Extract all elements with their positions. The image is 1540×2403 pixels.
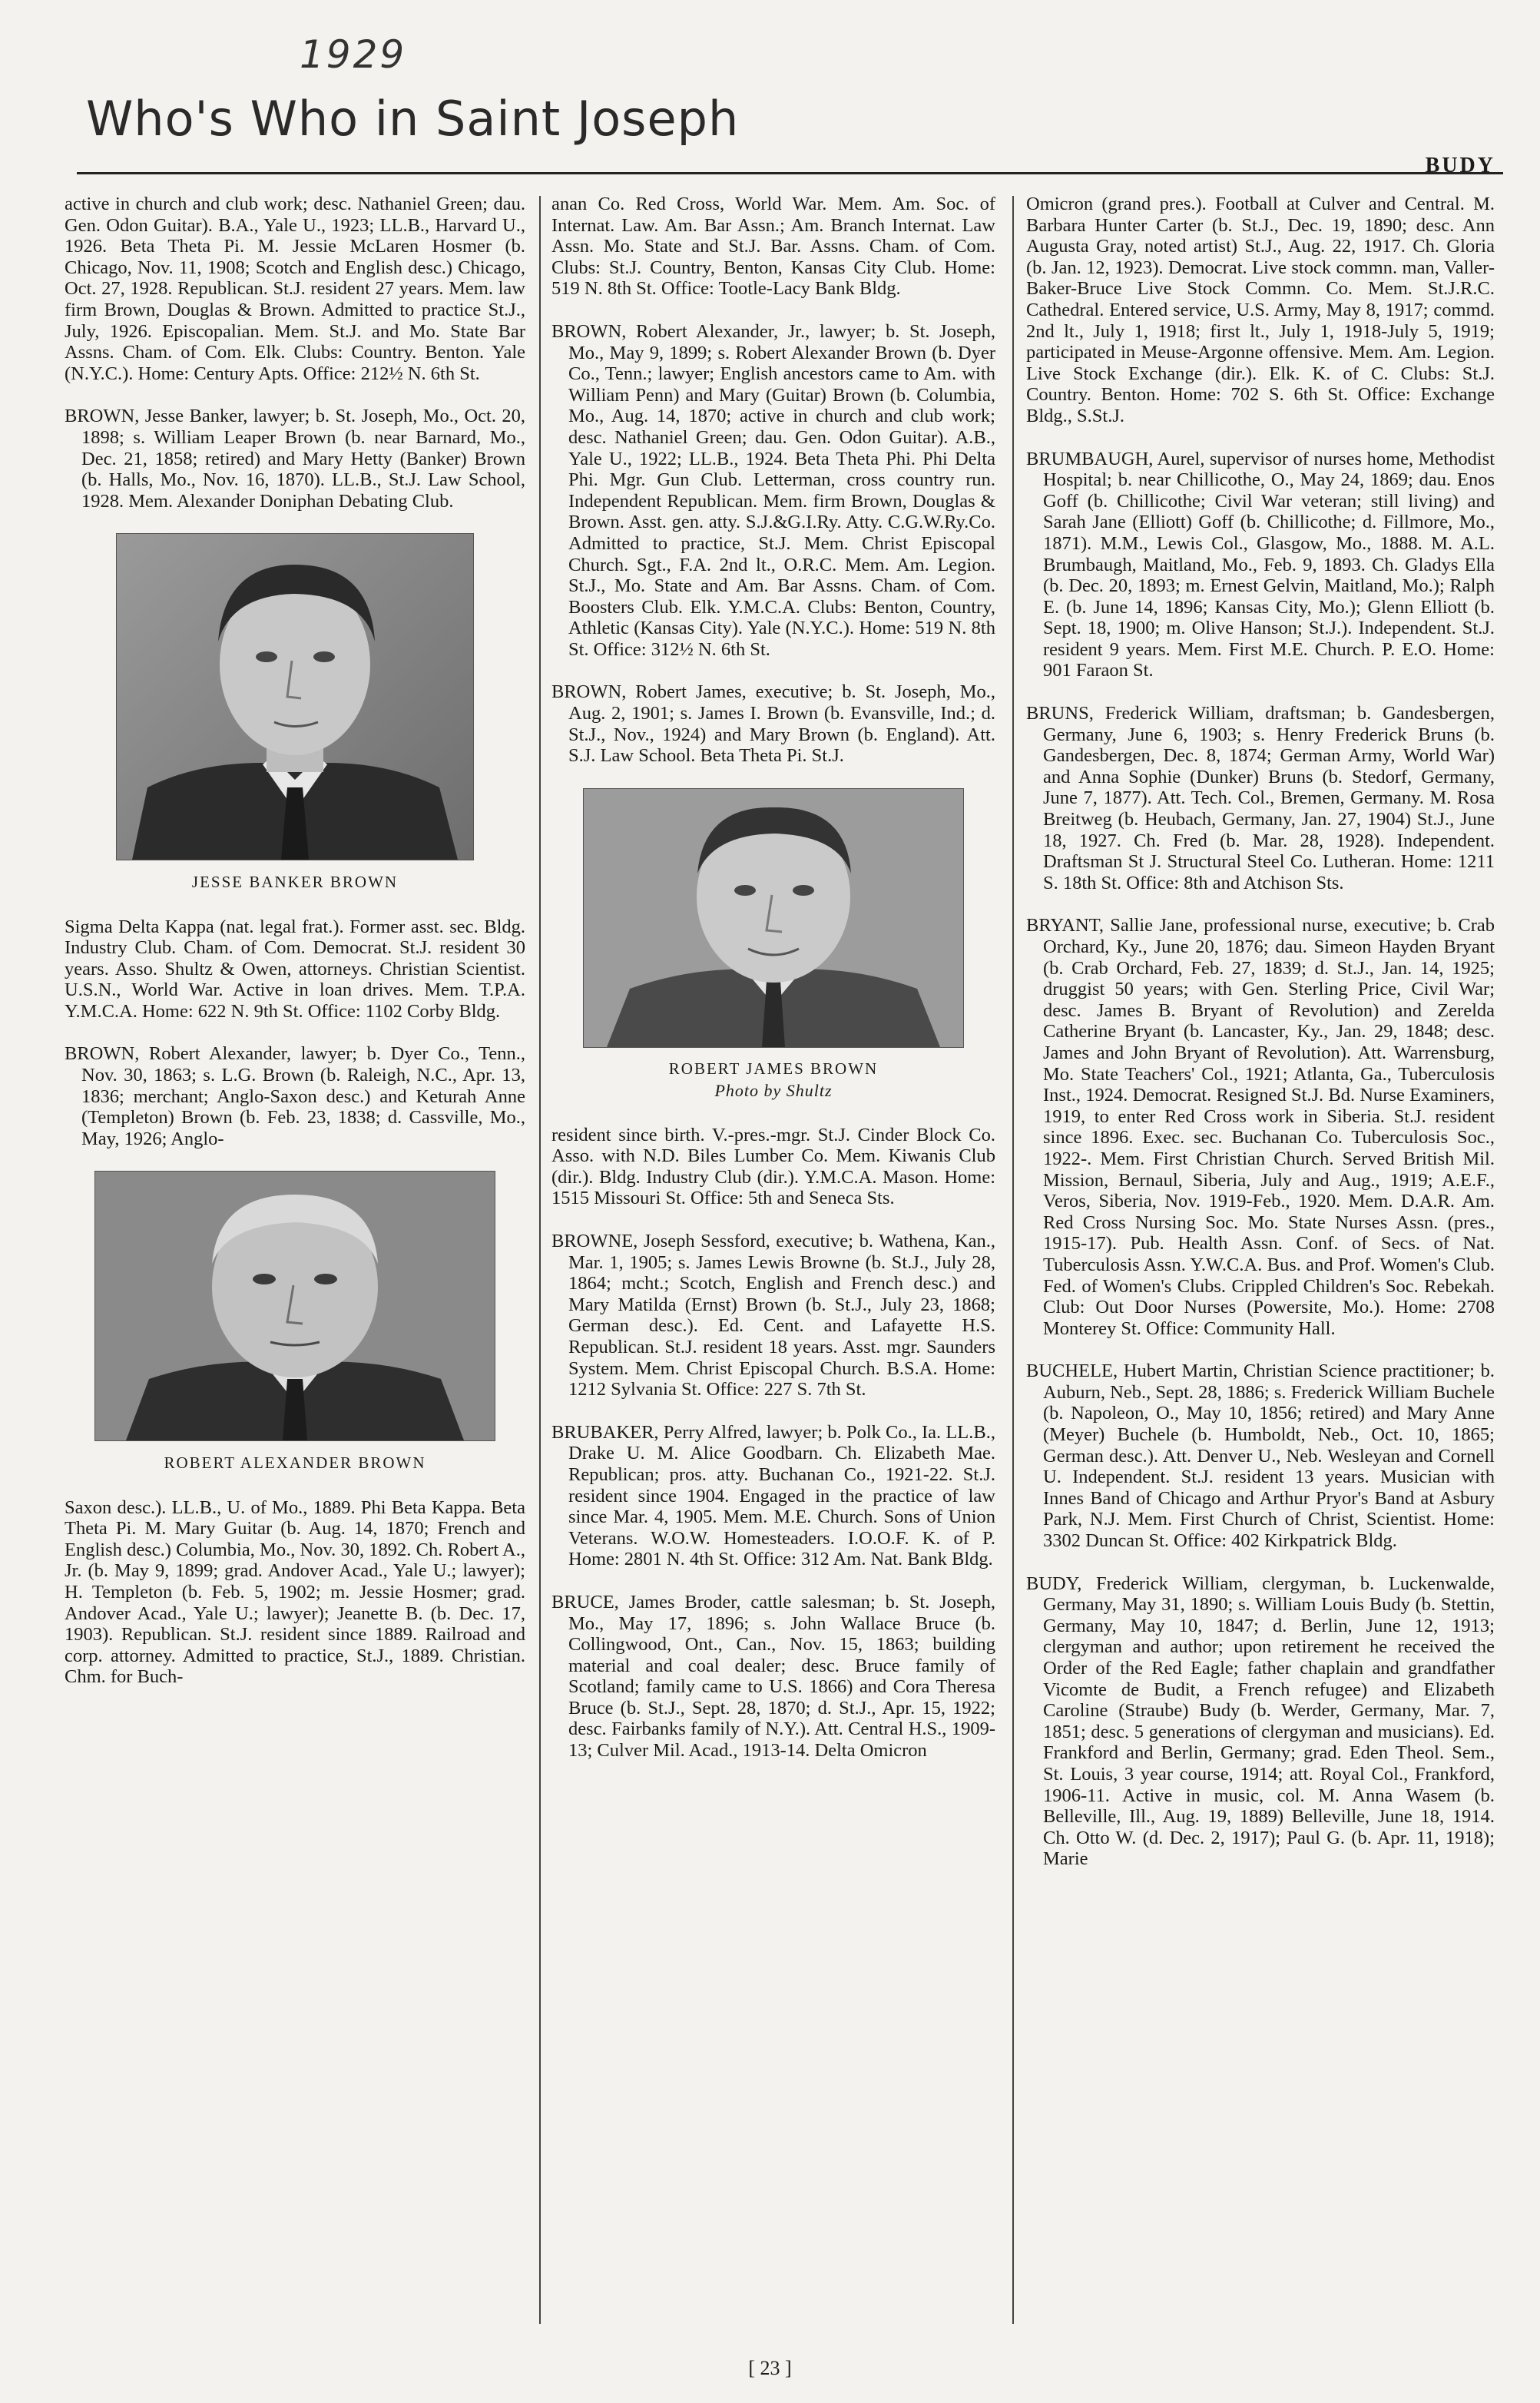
entry-brown-jesse-banker: BROWN, Jesse Banker, lawyer; b. St. Joseph, Mo., Oct. 20, 1898; s. William Leaper Brown (b. near Barnard, Mo., Dec. 21, 1858; retired) and Mary Hetty (Banker) Brown (b. Halls, Mo., Nov. 16, 1870). LL.B., St.J. Law School, 1928. Mem. Alexander Doniphan Debating Club.: [65, 406, 525, 512]
portrait-jesse-banker-brown: [65, 533, 525, 893]
entry-brubaker-perry-alfred: BRUBAKER, Perry Alfred, lawyer; b. Polk Co., Ia. LL.B., Drake U. M. Alice Goodbarn. Ch. Elizabeth Mae. Republican; pros. atty. Buchanan Co., 1921-22. St.J. resident since 1904. Engaged in the practice of law since Mar. 4, 1905. Mem. M.E. Church. Sons of Union Veterans. W.O.W. Homesteaders. I.O.O.F. K. of P. Home: 2801 N. 4th St. Office: 312 Am. Nat. Bank Bldg.: [551, 1421, 995, 1570]
portrait-robert-james-brown: [551, 788, 995, 1102]
entry-text: Omicron (grand pres.). Football at Culver and Central. M. Barbara Hunter Carter (b. St.J., Dec. 19, 1890; desc. Ann Augusta Gray, noted artist) St.J., Aug. 22, 1917. Ch. Gloria (b. Jan. 12, 1923). Democrat. Live stock commn. man, Valler-Baker-Bruce Live Stock Commn. Co. Mem. St.J.R.C. Cathedral. Entered service, U.S. Army, May 8, 1917; commd. 2nd lt., July 1, 1918; first lt., July 1, 1918-July 5, 1919; participated in Meuse-Argonne offensive. Mem. Am. Legion. Live Stock Exchange (dir.). Elk. K. of C. Clubs: St.J. Country. Benton. Home: 702 S. 6th St. Office: Exchange Bldg., S.St.J.: [1026, 194, 1495, 426]
page-number: [ 23 ]: [748, 2357, 792, 2379]
entry-brown-robert-alexander: BROWN, Robert Alexander, lawyer; b. Dyer Co., Tenn., Nov. 30, 1863; s. L.G. Brown (b. Raleigh, N.C., Apr. 13, 1836; merchant; Anglo-Saxon desc.) and Keturah Anne (Templeton) Brown (b. Feb. 23, 1838; d. Cassville, Mo., May, 1926; Anglo-: [65, 1043, 525, 1149]
entry-bruns-frederick-william: BRUNS, Frederick William, draftsman; b. Gandesbergen, Germany, June 6, 1903; s. Henry Frederick Bruns (b. Gandesbergen, Dec. 8, 1874; German Army, World War) and Anna Sophie (Dunker) Bruns (b. Stedorf, Germany, June 7, 1877). Att. Tech. Col., Bremen, Germany. M. Rosa Breitweg (b. Heubach, Germany, Jan. 27, 1904) St.J., June 18, 1927. Ch. Fred (b. Mar. 28, 1928). Independent. Draftsman St J. Structural Steel Co. Lutheran. Home: 1211 S. 18th St. Office: 8th and Atchison Sts.: [1026, 703, 1495, 893]
entry-text: resident since birth. V.-pres.-mgr. St.J. Cinder Block Co. Asso. with N.D. Biles Lumber Co. Mem. Kiwanis Club (dir.). Bldg. Industry Club (dir.). Y.M.C.A. Mason. Home: 1515 Missouri St. Office: 5th and Seneca Sts.: [551, 1124, 995, 1209]
portrait-robert-alexander-brown: [65, 1171, 525, 1473]
entry-brown-robert-james: BROWN, Robert James, executive; b. St. Joseph, Mo., Aug. 2, 1901; s. James I. Brown (b. Evansville, Ind.; d. St.J., Nov., 1924) and Mary Brown (b. England). Att. S.J. Law School. Beta Theta Pi. St.J.: [551, 681, 995, 767]
portrait-caption: ROBERT JAMES BROWN: [668, 1059, 879, 1079]
portrait-photo: [94, 1171, 495, 1441]
column-divider: [1012, 196, 1014, 2324]
running-head: BUDY: [1425, 154, 1495, 177]
column-divider: [539, 196, 541, 2324]
header-rule: [77, 172, 1503, 174]
entry-text: active in church and club work; desc. Nathaniel Green; dau. Gen. Odon Guitar). B.A., Yale U., 1923; LL.B., Harvard U., 1926. Beta Theta Pi. M. Jessie McLaren Hosmer (b. Chicago, Nov. 11, 1908; Scotch and English desc.) Chicago, Oct. 27, 1928. Republican. St.J. resident 27 years. Mem. law firm Brown, Douglas & Brown. Admitted to practice St.J., July, 1926. Episcopalian. Mem. St.J. and Mo. State Bar Assns. Cham. of Com. Elk. Clubs: Country. Benton. Yale (N.Y.C.). Home: Century Apts. Office: 212½ N. 6th St.: [65, 194, 525, 384]
column-1: [65, 194, 525, 1709]
portrait-caption: JESSE BANKER BROWN: [191, 872, 399, 891]
entry-budy-frederick-william: BUDY, Frederick William, clergyman, b. Luckenwalde, Germany, May 31, 1890; s. William Louis Budy (b. Stettin, Germany, May 10, 1847; d. Berlin, June 12, 1913; clergyman and author; upon retirement he received the Order of the Red Eagle; father chaplain and grandfather Vicomte de Budit, a French refugee) and Elizabeth Caroline (Straube) Budy (b. Werder, Germany, Mar. 7, 1851; desc. 5 generations of clergyman and musicians). Ed. Frankford and Berlin, Germany; grad. Eden Theol. Sem., St. Louis, 3 year course, 1914; att. Royal Col., Frankford, 1906-11. Active in music, col. M. Anna Wasem (b. Belleville, Ill., Aug. 19, 1889) Belleville, June 18, 1914. Ch. Otto W. (d. Dec. 2, 1917); Paul G. (b. Apr. 11, 1918); Marie: [1026, 1573, 1495, 1870]
entry-text: anan Co. Red Cross, World War. Mem. Am. Soc. of Internat. Law. Am. Bar Assn.; Am. Branch Internat. Law Assn. Mo. State and St.J. Bar. Assns. Cham. of Com. Clubs: St.J. Country, Benton, Kansas City Club. Home: 519 N. 8th St. Office: Tootle-Lacy Bank Bldg.: [551, 194, 995, 300]
column-3: [1026, 194, 1495, 1891]
book-title: Who's Who in Saint Joseph: [86, 91, 740, 147]
portrait-caption: ROBERT ALEXANDER BROWN: [164, 1453, 426, 1473]
entry-text: Saxon desc.). LL.B., U. of Mo., 1889. Phi Beta Kappa. Beta Theta Pi. M. Mary Guitar (b. Aug. 14, 1870; French and English desc.) Columbia, Mo., Nov. 30, 1892. Ch. Robert A., Jr. (b. May 9, 1899; grad. Andover Acad., Yale U.; lawyer); H. Templeton (b. Feb. 5, 1902; m. Jessie Hosmer; grad. Andover Acad., Yale U.; lawyer); Jeanette B. (b. Dec. 17, 1903). Republican. St.J. resident since 1889. Railroad and corp. attorney. Admitted to practice, St.J., 1889. Christian. Chm. for Buch-: [65, 1496, 525, 1688]
entry-text: Sigma Delta Kappa (nat. legal frat.). Former asst. sec. Bldg. Industry Club. Cham. of Com. Democrat. St.J. resident 30 years. Asso. Shultz & Owen, attorneys. Christian Scientist. U.S.N., World War. Active in loan drives. Mem. T.P.A. Y.M.C.A. Home: 622 N. 9th St. Office: 1102 Corby Bldg.: [65, 916, 525, 1022]
entry-buchele-hubert-martin: BUCHELE, Hubert Martin, Christian Science practitioner; b. Auburn, Neb., Sept. 28, 1886; s. Frederick William Buchele (b. Napoleon, O., May 10, 1856; retired) and Mary Anne (Meyer) Buchele (b. Humboldt, Neb., Oct. 10, 1865; German desc.). Att. Denver U., Neb. Wesleyan and Cornell U. Independent. St.J. resident 13 years. Musician with Innes Band of Chicago and Arthur Pryor's Band at Asbury Park, N.J. Mem. First Church of Christ, Scientist. Home: 3302 Duncan St. Office: 402 Kirkpatrick Bldg.: [1026, 1361, 1495, 1552]
portrait-photo: [583, 788, 964, 1048]
entry-bryant-sallie-jane: BRYANT, Sallie Jane, professional nurse, executive; b. Crab Orchard, Ky., June 20, 1876; dau. Simeon Hayden Bryant (b. Crab Orchard, Feb. 27, 1839; d. St.J., Jan. 14, 1925; druggist 50 years; with Gen. Sterling Price, Civil War; desc. James B. Bryant of Revolution) and Zerelda Catherine Bryant (b. Lancaster, Ky., Jan. 29, 1848; desc. James and John Bryant of Revolution). Att. Warrensburg, Mo. State Teachers' Col., 1921; Atlanta, Ga., Tuberculosis Inst., 1924. Democrat. Resigned St.J. Bd. Nurse Examiners, 1919, to enter Red Cross work in Siberia. St.J. resident since 1896. Exec. sec. Buchanan Co. Tuberculosis Soc., 1922-. Mem. First Christian Church. Served British Mil. Mission, Bernaul, Siberia, July and Aug., 1919; A.E.F., Veros, Siberia, Nov. 1919-Feb., 1920. Mem. D.A.R. Am. Red Cross Nursing Soc. Mo. State Nurses Assn. (pres., 1915-17). Pub. Health Assn. Conf. of Secs. of Nat. Tuberculosis Assn. Y.W.C.A. Bus. and Prof. Women's Club. Fed. of Women's Clubs. Crippled Children's Soc. Rebekah. Club: Out Door Nurses (Powersite, Mo.). Home: 2708 Monterey St. Office: Community Hall.: [1026, 915, 1495, 1339]
photo-credit: Photo by Shultz: [714, 1081, 833, 1101]
entry-brumbaugh-aurel: BRUMBAUGH, Aurel, supervisor of nurses home, Methodist Hospital; b. near Chillicothe, O., May 24, 1869; dau. Enos Goff (b. Chillicothe; Civil War veteran; still living) and Sarah Jane (Elliott) Goff (b. Chillicothe; d. Fillmore, Mo., 1871). M.M., Lewis Col., Glasgow, Mo., 1888. M. A.L. Brumbaugh, Maitland, Mo., Feb. 9, 1893. Ch. Gladys Ella (b. Dec. 20, 1893; m. Ernest Gelvin, Maitland, Mo.); Ralph E. (b. June 14, 1896; Kansas City, Mo.); Glenn Elliott (b. Sept. 18, 1900; m. Olive Hanson; St.J.). Independent. St.J. resident 9 years. Mem. First M.E. Church. P. E.O. Home: 901 Faraon St.: [1026, 448, 1495, 681]
column-2: [551, 194, 995, 1783]
portrait-photo: [116, 533, 474, 860]
entry-brown-robert-alexander-jr: BROWN, Robert Alexander, Jr., lawyer; b. St. Joseph, Mo., May 9, 1899; s. Robert Alexander Brown (b. Dyer Co., Tenn.; lawyer; English ancestors came to Am. with William Penn) and Mary (Guitar) Brown (b. Columbia, Mo., Aug. 14, 1870; active in church and club work; desc. Nathaniel Green; dau. Gen. Odon Guitar). A.B., Yale U., 1922; LL.B., 1924. Beta Theta Phi. Phi Delta Phi. Mgr. Gun Club. Letterman, cross country run. Independent Republican. Mem. firm Brown, Douglas & Brown. Asst. gen. atty. S.J.&G.I.Ry. Atty. C.G.W.Ry.Co. Admitted to practice, St.J. Mem. Christ Episcopal Church. Sgt., F.A. 2nd lt., O.R.C. Mem. Am. Legion. St.J., Mo. State and Am. Bar Assns. Cham. of Com. Boosters Club. Elk. Y.M.C.A. Clubs: Benton, Country, Athletic (Kansas City). Yale (N.Y.C.). Home: 519 N. 8th St. Office: 312½ N. 6th St.: [551, 320, 995, 660]
handwritten-year: 1929: [300, 32, 407, 77]
entry-browne-joseph-sessford: BROWNE, Joseph Sessford, executive; b. Wathena, Kan., Mar. 1, 1905; s. James Lewis Browne (b. St.J., July 28, 1864; mcht.; Scotch, English and French desc.) and Mary Matilda (Ernst) Brown (b. St.J., July 23, 1868; German desc.). Ed. Cent. and Lafayette H.S. Republican. St.J. resident 18 years. Asst. mgr. Saunders System. Mem. Christ Episcopal Church. B.S.A. Home: 1212 Sylvania St. Office: 227 S. 7th St.: [551, 1231, 995, 1400]
entry-bruce-james-broder: BRUCE, James Broder, cattle salesman; b. St. Joseph, Mo., May 17, 1896; s. John Wallace Bruce (b. Collingwood, Ont., Can., Nov. 15, 1863; building material and coal dealer; desc. Bruce family of Scotland; family came to U.S. 1866) and Cora Theresa Bruce (b. St.J., Sept. 28, 1870; d. St.J., Apr. 15, 1922; desc. Fairbanks family of N.Y.). Att. Central H.S., 1909-13; Culver Mil. Acad., 1913-14. Delta Omicron: [551, 1591, 995, 1762]
